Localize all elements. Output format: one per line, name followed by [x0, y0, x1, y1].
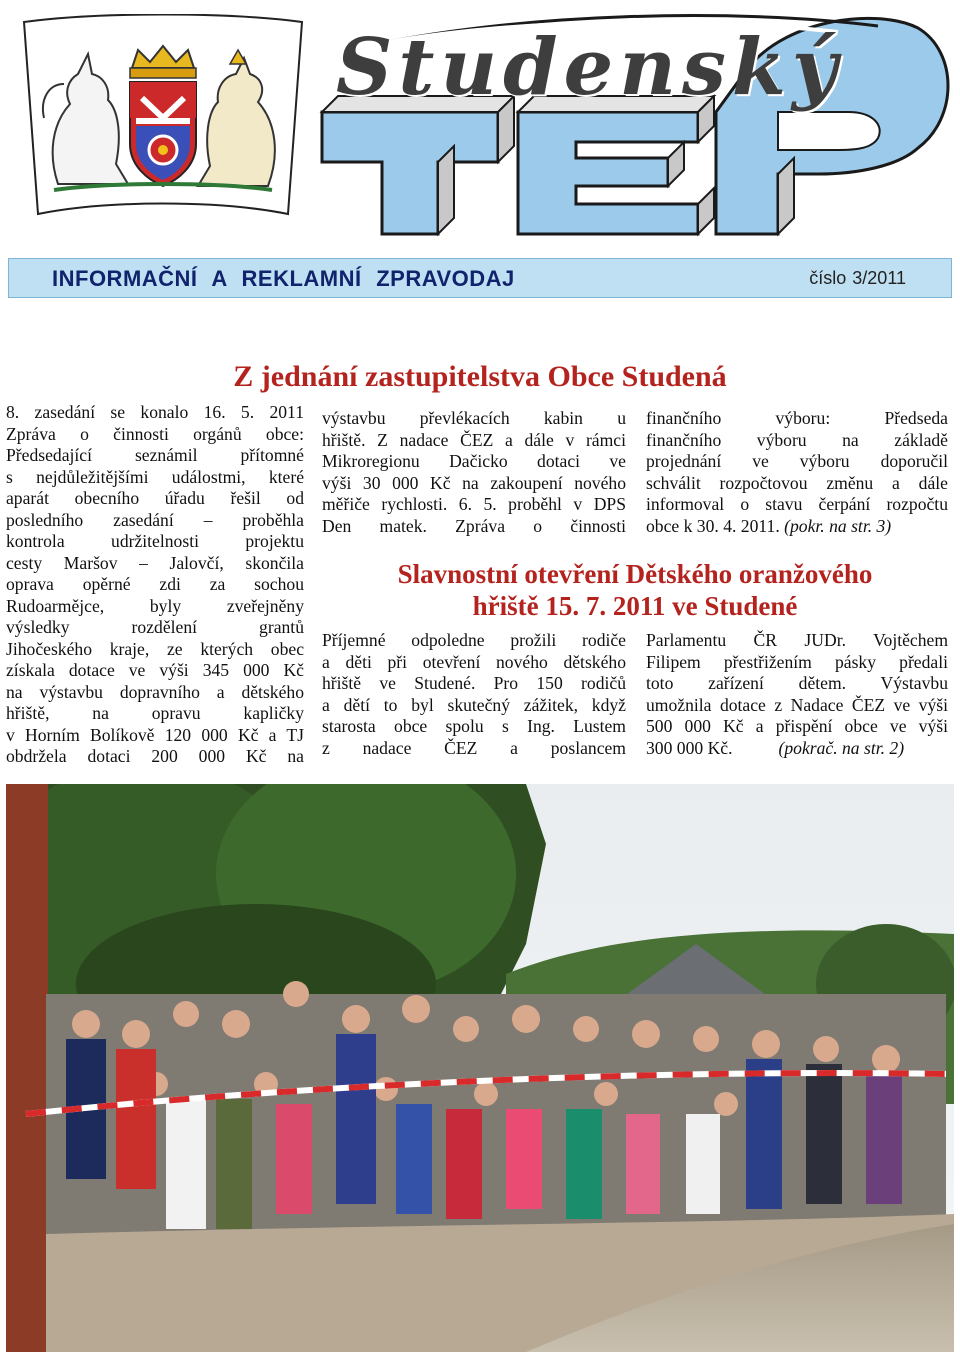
continued-reference: (pokr. na str. 3)	[784, 515, 892, 536]
text-line: informoval o stavu čerpání rozpočtu	[646, 494, 948, 514]
headline-line: Slavnostní otevření Dětského oranžového	[397, 559, 873, 589]
issue-number	[809, 268, 906, 289]
text-line: obdržela dotaci 200 000 Kč na	[6, 746, 304, 766]
text-line: hřiště. Z nadace ČEZ a dále v rámci	[322, 429, 626, 450]
text-line: výši 30 000 Kč na zakoupení nového	[322, 472, 626, 493]
article-headline-council: Z jednání zastupitelstva Obce Studená	[233, 360, 727, 393]
article-column-5	[646, 630, 948, 759]
text-line: Zpráva o činnosti orgánů obce:	[6, 423, 304, 444]
text-line: Příjemné odpoledne prožili rodiče	[322, 630, 626, 650]
text-line: Filipem přestřižením pásky předali	[646, 651, 948, 672]
text-line: Den matek. Zpráva o činnosti	[322, 515, 626, 536]
text-line: projednání ve výboru doporučil	[646, 451, 948, 471]
text-line: starosta obce spolu s Ing. Lustem	[322, 716, 626, 736]
playground-opening-photo	[6, 784, 954, 1352]
text-line: umožnila dotace z Nadace ČEZ ve výši	[646, 694, 948, 715]
text-line: finančního výboru na základě	[646, 429, 948, 450]
text-line: získala dotace ve výši 345 000 Kč	[6, 660, 304, 680]
text-line-last	[646, 738, 948, 760]
text-line-end: 300 000 Kč.	[646, 737, 733, 758]
banner-title: INFORMAČNÍ A REKLAMNÍ ZPRAVODAJ	[52, 266, 515, 291]
text-line: s nejdůležitějšími událostmi, které	[6, 466, 304, 487]
text-line: schválit rozpočtovou změnu a dále	[646, 472, 948, 493]
article-column-1	[6, 402, 304, 768]
text-line: posledního zasedání – proběhla	[6, 509, 304, 530]
text-line: hřiště, na opravu kapličky	[6, 703, 304, 723]
text-line: v Horním Bolíkově 120 000 Kč a TJ	[6, 724, 304, 745]
text-line-last	[646, 516, 948, 538]
text-line: Jihočeského kraje, ze kterých obec	[6, 638, 304, 659]
text-line: finančního výboru: Předseda	[646, 408, 948, 428]
text-line: výstavbu převlékacích kabin u	[322, 408, 626, 428]
headline-line: hřiště 15. 7. 2011 ve Studené	[472, 591, 798, 621]
text-line: Mikroregionu Dačicko dotaci ve	[322, 451, 626, 471]
issue-label-text: číslo	[809, 268, 847, 288]
article-headline-playground	[330, 558, 940, 622]
article-column-3	[646, 408, 948, 537]
text-line: hřiště ve Studené. Pro 150 rodičů	[322, 673, 626, 693]
text-line: a děti při otevření nového dětského	[322, 651, 626, 672]
text-line: výsledky rozdělení grantů	[6, 617, 304, 637]
text-line: měřiče rychlosti. 6. 5. proběhl v DPS	[322, 494, 626, 514]
text-line: 8. zasedání se konalo 16. 5. 2011	[6, 402, 304, 422]
issue-number-value: 3/2011	[852, 268, 906, 288]
article-column-2	[322, 408, 626, 537]
text-line-end: obce k 30. 4. 2011.	[646, 515, 780, 536]
continued-reference: (pokrač. na str. 2)	[778, 737, 905, 758]
text-line: 500 000 Kč a přispění obce ve výši	[646, 716, 948, 736]
text-line: oprava opěrné zdi za sochou	[6, 574, 304, 594]
masthead-title-script: Studenský	[336, 22, 844, 113]
text-line: Parlamentu ČR JUDr. Vojtěchem	[646, 630, 948, 650]
article-column-4	[322, 630, 626, 759]
text-line: toto zařízení dětem. Výstavbu	[646, 673, 948, 693]
text-line: na výstavbu dopravního a dětského	[6, 681, 304, 702]
text-line: cesty Maršov – Jalovčí, skončila	[6, 552, 304, 573]
text-line: aparát obecního úřadu řešil od	[6, 488, 304, 508]
village-coat-of-arms-logo	[18, 14, 308, 226]
text-line: a dětí to byl skutečný zážitek, když	[322, 694, 626, 715]
text-line: Rudoarmějce, byly zveřejněny	[6, 595, 304, 616]
text-line: z nadace ČEZ a poslancem	[322, 737, 626, 758]
text-line: Předsedající seznámil přítomné	[6, 445, 304, 465]
text-line: kontrola udržitelnosti projektu	[6, 531, 304, 551]
